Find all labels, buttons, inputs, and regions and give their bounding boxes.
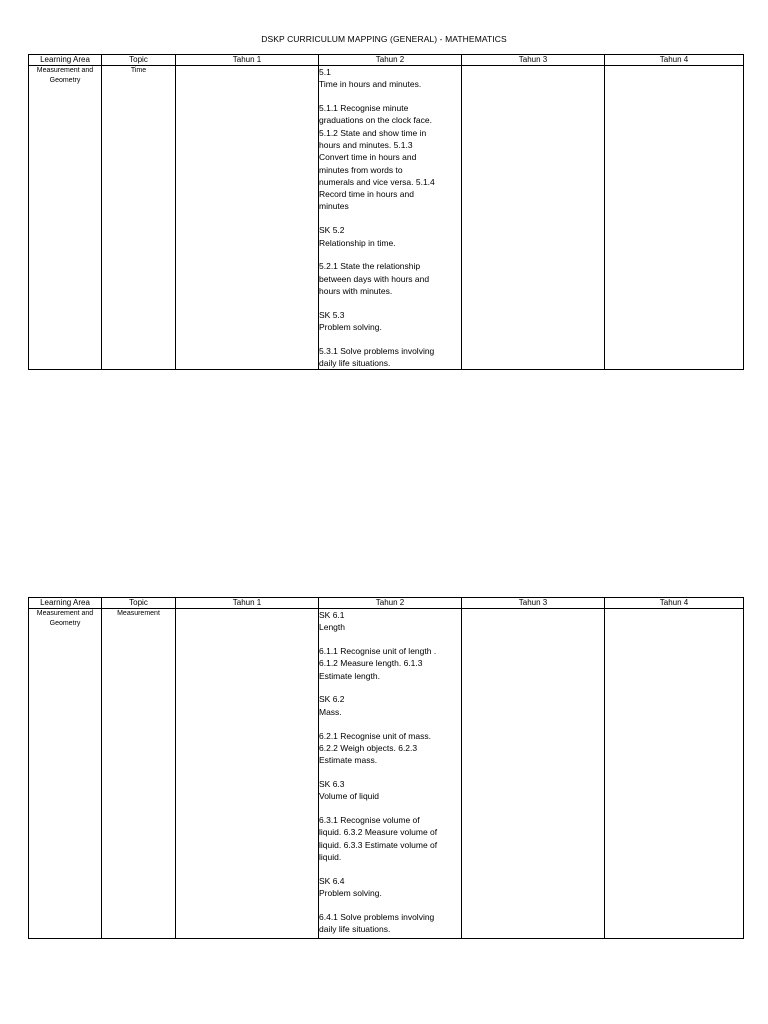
content-line: daily life situations.: [319, 358, 391, 369]
content-line: Problem solving.: [319, 322, 382, 333]
content-block: [319, 609, 461, 634]
content-line: 5.2.1 State the relationship: [319, 261, 421, 272]
column-header-topic: Topic: [102, 598, 176, 609]
content-block: [319, 345, 461, 370]
table-header-row: [29, 598, 744, 609]
content-block: [319, 260, 461, 297]
tahun-4-cell: [605, 609, 744, 939]
content-line: Relationship in time.: [319, 237, 396, 248]
content-line: Mass.: [319, 706, 342, 717]
content-block: [319, 102, 461, 213]
content-line: 6.4.1 Solve problems involving: [319, 911, 435, 922]
content-line: Estimate mass.: [319, 755, 378, 766]
content-line: 6.2.2 Weigh objects. 6.2.3: [319, 742, 418, 753]
column-header-tahun-1: Tahun 1: [176, 55, 319, 66]
document-title: DSKP CURRICULUM MAPPING (GENERAL) - MATHEMATICS: [261, 34, 507, 44]
content-line: minutes from words to: [319, 164, 403, 175]
content-line: 5.1: [319, 67, 331, 77]
content-line: numerals and vice versa. 5.1.4: [319, 176, 435, 187]
content-block: [319, 224, 461, 249]
tahun-4-cell: [605, 66, 744, 370]
tahun-1-cell: [176, 66, 319, 370]
content-block: [319, 814, 461, 863]
content-block: [319, 875, 461, 900]
content-line: 6.3.1 Recognise volume of: [319, 815, 420, 826]
content-line: 5.3.1 Solve problems involving: [319, 345, 435, 356]
curriculum-table-measurement: [28, 597, 744, 939]
learning-area-line: Geometry: [49, 77, 81, 84]
column-header-topic: Topic: [102, 55, 176, 66]
content-line: Estimate length.: [319, 670, 380, 681]
content-line: liquid.: [319, 851, 342, 862]
column-header-learning-area: Learning Area: [29, 55, 102, 66]
content-line: SK 6.2: [319, 694, 345, 705]
tahun-1-cell: [176, 609, 319, 939]
content-line: Time in hours and minutes.: [319, 79, 422, 90]
content-line: 6.1.2 Measure length. 6.1.3: [319, 658, 423, 669]
topic-cell: Time: [102, 66, 176, 370]
content-line: hours and minutes. 5.1.3: [319, 139, 413, 150]
content-line: Problem solving.: [319, 888, 382, 899]
content-block: [319, 645, 461, 682]
content-block: [319, 730, 461, 767]
column-header-tahun-3: Tahun 3: [462, 55, 605, 66]
content-line: Length: [319, 622, 345, 633]
content-line: Volume of liquid: [319, 791, 380, 802]
content-line: SK 5.2: [319, 225, 345, 236]
content-line: liquid. 6.3.3 Estimate volume of: [319, 839, 438, 850]
topic-cell: Measurement: [102, 609, 176, 939]
content-line: 6.2.1 Recognise unit of mass.: [319, 730, 431, 741]
column-header-learning-area: Learning Area: [29, 598, 102, 609]
tahun-2-cell: [319, 66, 462, 370]
content-line: Convert time in hours and: [319, 152, 417, 163]
learning-area-line: Measurement and: [36, 610, 94, 617]
learning-area-line: Geometry: [49, 620, 81, 627]
content-line: Record time in hours and: [319, 189, 414, 200]
content-line: daily life situations.: [319, 924, 391, 935]
column-header-tahun-1: Tahun 1: [176, 598, 319, 609]
column-header-tahun-3: Tahun 3: [462, 598, 605, 609]
content-line: SK 6.4: [319, 875, 345, 886]
tahun-2-cell: [319, 609, 462, 939]
content-line: SK 6.1: [319, 610, 345, 620]
content-block: [319, 778, 461, 803]
content-line: between days with hours and: [319, 273, 430, 284]
column-header-tahun-4: Tahun 4: [605, 55, 744, 66]
content-block: [319, 911, 461, 936]
table-row: [29, 66, 744, 370]
content-block: [319, 693, 461, 718]
content-line: 6.1.1 Recognise unit of length .: [319, 646, 437, 657]
content-line: SK 6.3: [319, 778, 345, 789]
table-header-row: [29, 55, 744, 66]
content-block: [319, 66, 461, 91]
curriculum-table-time: [28, 54, 744, 370]
content-line: 5.1.1 Recognise minute: [319, 103, 409, 114]
content-line: graduations on the clock face.: [319, 115, 432, 126]
content-line: SK 5.3: [319, 309, 345, 320]
column-header-tahun-2: Tahun 2: [319, 55, 462, 66]
content-line: minutes: [319, 201, 349, 212]
column-header-tahun-4: Tahun 4: [605, 598, 744, 609]
learning-area-cell: [29, 66, 102, 370]
tahun-3-cell: [462, 609, 605, 939]
table-row: [29, 609, 744, 939]
content-line: liquid. 6.3.2 Measure volume of: [319, 827, 438, 838]
content-line: 5.1.2 State and show time in: [319, 127, 427, 138]
learning-area-cell: [29, 609, 102, 939]
column-header-tahun-2: Tahun 2: [319, 598, 462, 609]
content-line: hours with minutes.: [319, 285, 393, 296]
tahun-3-cell: [462, 66, 605, 370]
learning-area-line: Measurement and: [36, 67, 94, 74]
content-block: [319, 309, 461, 334]
